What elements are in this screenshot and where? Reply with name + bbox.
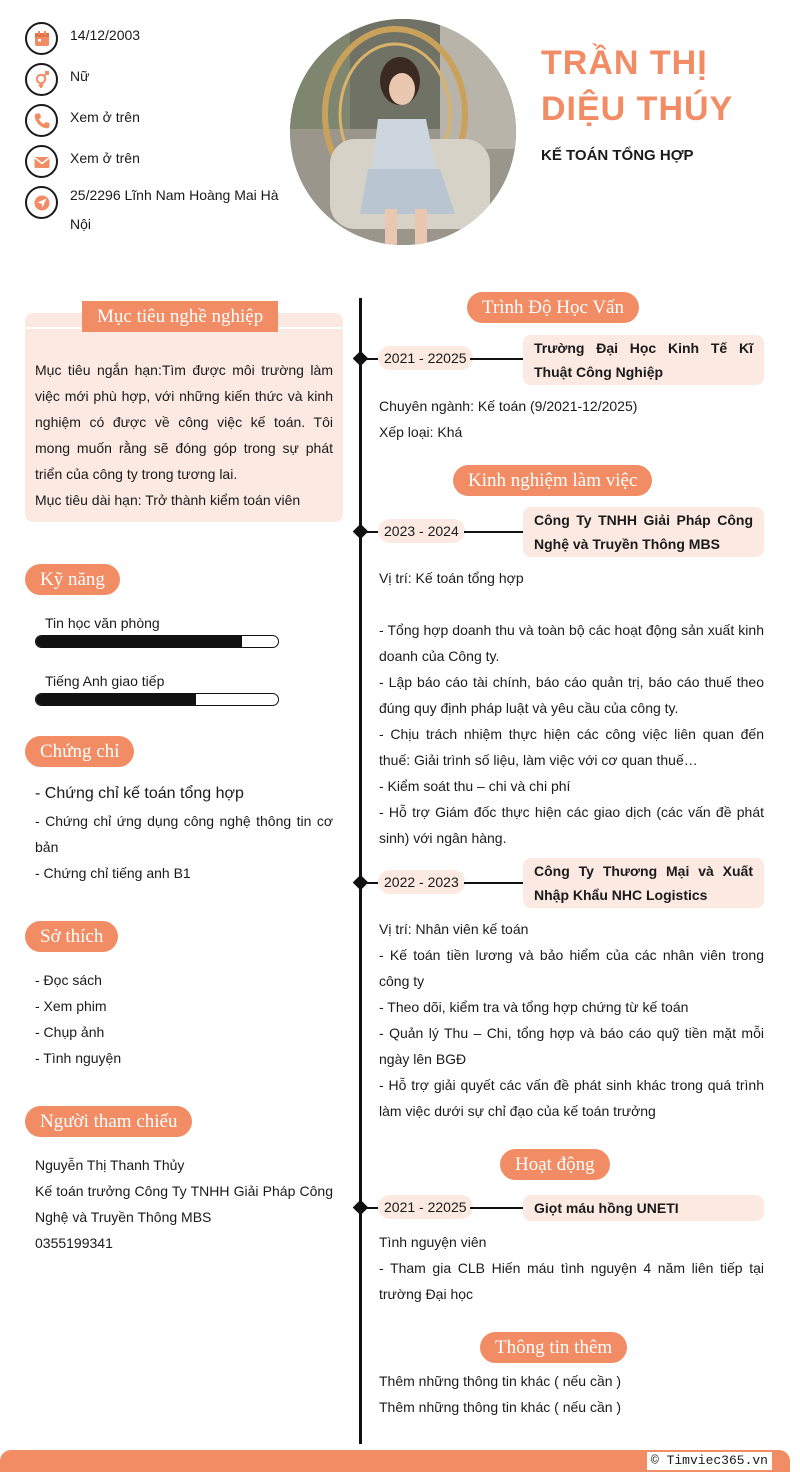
job-duty: - Tổng hợp doanh thu và toàn bộ các hoạt động sản xuất kinh doanh của Công ty. — [379, 622, 764, 664]
timeline-spine — [359, 298, 362, 1444]
timeline-connector — [470, 358, 523, 360]
job-date: 2023 - 2024 — [378, 519, 465, 543]
contact-address — [25, 186, 285, 239]
phone-icon — [25, 104, 58, 137]
job-duty: - Lập báo cáo tài chính, báo cáo quản trị, báo cáo thuế theo đúng quy định pháp luật và yêu cầu của công ty. — [379, 674, 764, 716]
extra-heading: Thông tin thêm — [480, 1332, 627, 1363]
reference-position: Kế toán trưởng Công Ty TNHH Giải Pháp Công Nghệ và Truyền Thông MBS — [35, 1183, 333, 1225]
timeline-connector — [464, 531, 523, 533]
gender-icon — [25, 63, 58, 96]
timeline-connector — [464, 882, 523, 884]
footer-brand[interactable]: © Timviec365.vn — [647, 1452, 772, 1470]
job-duty: - Chịu trách nhiệm thực hiện các công việc liên quan đến thuế: Giải trình số liệu, làm việc với cơ quan thuế… — [379, 726, 764, 768]
hobby-item: - Đọc sách — [35, 972, 102, 988]
job-position: Vị trí: Nhân viên kế toán — [379, 921, 529, 937]
timeline-connector — [366, 531, 378, 533]
profile-photo — [290, 19, 516, 245]
certificate-item: - Chứng chỉ ứng dụng công nghệ thông tin cơ bản — [35, 813, 333, 855]
job-company: Công Ty Thương Mại và Xuất Nhập Khẩu NHC Logistics — [523, 858, 764, 908]
activity-org: Giọt máu hồng UNETI — [523, 1195, 764, 1221]
calendar-icon — [25, 22, 58, 55]
activities-heading: Hoạt động — [500, 1149, 610, 1180]
reference-phone: 0355199341 — [35, 1235, 113, 1251]
education-grade: Xếp loại: Khá — [379, 424, 463, 440]
hobby-item: - Tình nguyện — [35, 1050, 122, 1066]
skill-label: Tiếng Anh giao tiếp — [45, 673, 165, 689]
timeline-connector — [366, 358, 378, 360]
skills-heading: Kỹ năng — [25, 564, 120, 595]
gender-text: Nữ — [70, 68, 90, 84]
extra-line: Thêm những thông tin khác ( nếu cần ) — [379, 1373, 622, 1389]
certificate-item: - Chứng chỉ kế toán tổng hợp — [35, 785, 244, 802]
education-heading: Trình Độ Học Vấn — [467, 292, 639, 323]
activity-detail: - Tham gia CLB Hiến máu tình nguyện 4 năm liên tiếp tại trường Đại học — [379, 1260, 764, 1302]
reference-name: Nguyễn Thị Thanh Thủy — [35, 1157, 185, 1173]
phone-text: Xem ở trên — [70, 109, 140, 125]
hobby-item: - Chụp ảnh — [35, 1024, 105, 1040]
timeline-connector — [366, 882, 378, 884]
email-icon — [25, 145, 58, 178]
job-duty: - Theo dõi, kiểm tra và tổng hợp chứng từ kế toán — [379, 999, 689, 1015]
education-date: 2021 - 22025 — [378, 346, 473, 370]
contact-birthday — [25, 22, 140, 55]
job-duty: - Kế toán tiền lương và bảo hiểm của các nhân viên trong công ty — [379, 947, 764, 989]
contact-phone — [25, 104, 140, 137]
objective-long: Mục tiêu dài hạn: Trở thành kiểm toán viên — [35, 492, 301, 508]
contact-email — [25, 145, 140, 178]
job-duty: - Hỗ trợ giải quyết các vấn đề phát sinh khác trong quá trình làm việc dưới sự chỉ đạo của kế toán trưởng — [379, 1077, 764, 1119]
skill-fill — [36, 636, 242, 647]
job-duty: - Quản lý Thu – Chi, tổng hợp và báo cáo quỹ tiền mặt mỗi ngày lên BGĐ — [379, 1025, 764, 1067]
certificates-heading: Chứng chỉ — [25, 736, 134, 767]
experience-heading: Kinh nghiệm làm việc — [453, 465, 652, 496]
job-position: Vị trí: Kế toán tổng hợp — [379, 570, 524, 586]
extra-line: Thêm những thông tin khác ( nếu cần ) — [379, 1399, 622, 1415]
candidate-name: TRẦN THỊ DIỆU THÚY — [541, 44, 734, 128]
address-text: 25/2296 Lĩnh Nam Hoàng Mai Hà Nội — [70, 187, 279, 232]
skill-label: Tin học văn phòng — [45, 615, 160, 631]
location-icon — [25, 186, 58, 219]
job-company: Công Ty TNHH Giải Pháp Công Nghệ và Truyền Thông MBS — [523, 507, 764, 557]
job-title: KẾ TOÁN TỔNG HỢP — [541, 147, 694, 164]
contact-gender — [25, 63, 89, 96]
hobbies-heading: Sở thích — [25, 921, 118, 952]
education-major: Chuyên ngành: Kế toán (9/2021-12/2025) — [379, 398, 638, 414]
hobby-item: - Xem phim — [35, 998, 107, 1014]
skill-bar — [35, 693, 279, 706]
job-duty: - Kiểm soát thu – chi và chi phí — [379, 778, 571, 794]
activity-date: 2021 - 22025 — [378, 1195, 473, 1219]
reference-heading: Người tham chiếu — [25, 1106, 192, 1137]
certificate-item: - Chứng chỉ tiếng anh B1 — [35, 865, 191, 881]
email-text: Xem ở trên — [70, 150, 140, 166]
objective-heading: Mục tiêu nghề nghiệp — [82, 301, 278, 332]
timeline-connector — [470, 1207, 523, 1209]
education-school: Trường Đại Học Kinh Tế Kĩ Thuật Công Nghiệp — [523, 335, 764, 385]
job-duty: - Hỗ trợ Giám đốc thực hiện các giao dịch (các vấn đề phát sinh) với ngân hàng. — [379, 804, 764, 846]
objective-short: Mục tiêu ngắn hạn:Tìm được môi trường làm việc mới phù hợp, với những kiến thức và kinh nghiệm có được về công việc kế toán. Tôi mong muốn rằng sẽ đóng góp trong sự phát triển của công ty trong tương lai. — [35, 362, 333, 482]
birthday-text: 14/12/2003 — [70, 27, 141, 43]
job-date: 2022 - 2023 — [378, 870, 465, 894]
activity-role: Tình nguyện viên — [379, 1234, 487, 1250]
skill-fill — [36, 694, 196, 705]
timeline-connector — [366, 1207, 378, 1209]
skill-bar — [35, 635, 279, 648]
